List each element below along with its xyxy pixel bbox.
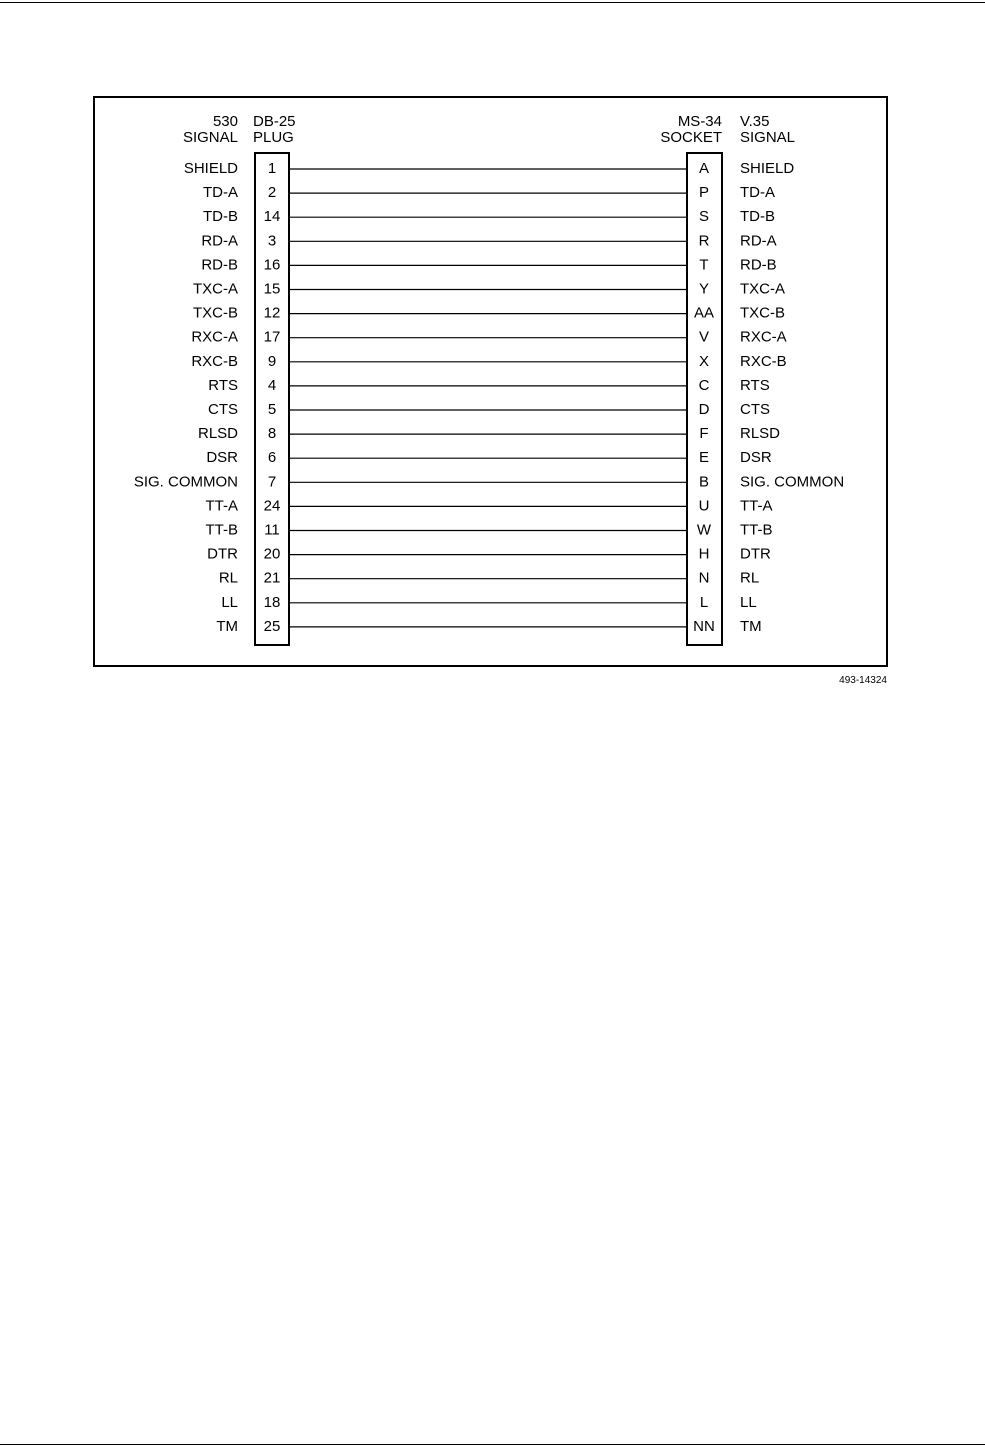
pinout-row	[134, 473, 844, 490]
right-signal-label: RXC-A	[740, 328, 787, 346]
left-signal-label: TD-B	[203, 208, 238, 226]
right-signal-label: TD-A	[740, 184, 775, 202]
plug-pin-number: 20	[263, 545, 281, 563]
right-signal-label: TXC-B	[740, 304, 785, 322]
pinout-row	[201, 232, 776, 249]
socket-pin-letter: N	[698, 569, 710, 587]
right-signal-label: SHIELD	[740, 159, 795, 177]
socket-pin-letter: H	[698, 545, 710, 563]
pinout-row	[191, 329, 786, 346]
right-signal-label: RD-B	[740, 256, 777, 274]
plug-pin-number: 21	[263, 569, 281, 587]
header-right-connector-line1: MS-34	[677, 113, 722, 130]
socket-pin-letter: X	[698, 352, 710, 370]
left-signal-label: TXC-A	[193, 280, 238, 298]
socket-pin-letter: V	[698, 328, 710, 346]
socket-pin-letter: L	[699, 593, 709, 611]
pinout-row	[193, 305, 785, 322]
plug-pin-number: 12	[263, 304, 281, 322]
socket-pin-letter: NN	[693, 617, 715, 635]
plug-pin-number: 6	[267, 449, 277, 467]
right-signal-label: RL	[740, 569, 760, 587]
plug-pin-number: 4	[267, 376, 277, 394]
plug-pin-number: 11	[264, 521, 280, 539]
right-signal-label: TD-B	[740, 208, 775, 226]
right-signal-label: RD-A	[740, 232, 777, 250]
pinout-row	[208, 401, 770, 418]
socket-pin-letter: AA	[693, 304, 715, 322]
pinout-row	[221, 594, 756, 611]
socket-pin-letter: R	[698, 232, 710, 250]
plug-pin-number: 17	[263, 328, 281, 346]
right-signal-label: LL	[740, 593, 757, 611]
socket-pin-letter: C	[698, 376, 710, 394]
plug-pin-number: 15	[263, 280, 281, 298]
left-signal-label: RLSD	[197, 425, 238, 443]
left-signal-label: SIG. COMMON	[133, 473, 238, 491]
left-signal-label: SHIELD	[183, 159, 238, 177]
socket-pin-letter: U	[698, 497, 710, 515]
figure-id: 493-14324	[839, 675, 887, 686]
header-right-signal-line2: SIGNAL	[740, 129, 796, 146]
left-signal-label: CTS	[208, 400, 238, 418]
plug-pin-number: 5	[267, 400, 277, 418]
pinout-row	[193, 280, 785, 297]
left-signal-label: TM	[216, 617, 238, 635]
socket-pin-letter: A	[698, 159, 710, 177]
plug-pin-number: 18	[263, 593, 281, 611]
right-signal-label: TT-A	[740, 497, 773, 515]
left-signal-label: RXC-B	[191, 352, 238, 370]
left-signal-label: TXC-B	[193, 304, 238, 322]
pinout-row	[219, 570, 759, 587]
left-signal-label: RD-A	[201, 232, 238, 250]
plug-pin-number: 25	[263, 617, 281, 635]
right-signal-label: DTR	[740, 545, 771, 563]
right-signal-label: RXC-B	[740, 352, 787, 370]
header-left-connector-line1: DB-25	[253, 113, 296, 130]
left-signal-label: LL	[221, 593, 238, 611]
left-signal-label: RL	[218, 569, 238, 587]
header-right-connector-line2: SOCKET	[660, 129, 722, 146]
right-signal-label: SIG. COMMON	[740, 473, 845, 491]
socket-pin-letter: S	[698, 208, 710, 226]
right-signal-label: DSR	[740, 449, 772, 467]
right-signal-label: TXC-A	[740, 280, 785, 298]
left-signal-label: RD-B	[201, 256, 238, 274]
socket-pin-letter: B	[698, 473, 710, 491]
socket-pin-letter: P	[698, 184, 710, 202]
left-signal-label: TT-A	[205, 497, 238, 515]
right-signal-label: CTS	[740, 400, 770, 418]
pinout-row	[198, 425, 780, 442]
header-left-signal-line1: 530	[212, 113, 238, 130]
right-signal-label: TM	[740, 617, 762, 635]
plug-pin-number: 2	[267, 184, 277, 202]
header-left-signal-line2: SIGNAL	[182, 129, 238, 146]
socket-pin-letter: Y	[698, 280, 710, 298]
left-signal-label: RTS	[208, 376, 238, 394]
page-bottom-rule	[0, 1444, 985, 1445]
plug-pin-number: 16	[263, 256, 281, 274]
left-signal-label: TT-B	[205, 521, 238, 539]
left-signal-label: TD-A	[203, 184, 238, 202]
right-signal-label: RLSD	[740, 425, 781, 443]
plug-pin-number: 3	[267, 232, 277, 250]
pinout-row	[201, 256, 776, 273]
plug-pin-number: 8	[267, 425, 277, 443]
pinout-row	[216, 618, 761, 635]
socket-pin-letter: F	[699, 425, 709, 443]
right-signal-label: RTS	[740, 376, 770, 394]
socket-pin-letter: T	[699, 256, 709, 274]
socket-pin-letter: E	[698, 449, 710, 467]
pinout-row	[184, 160, 795, 177]
left-signal-label: DTR	[207, 545, 238, 563]
plug-pin-number: 9	[267, 352, 277, 370]
left-signal-label: RXC-A	[191, 328, 238, 346]
header-left-connector-line2: PLUG	[253, 129, 294, 146]
plug-pin-number: 1	[267, 159, 277, 177]
right-signal-label: TT-B	[740, 521, 773, 539]
left-signal-label: DSR	[206, 449, 238, 467]
plug-pin-number: 14	[263, 208, 281, 226]
socket-pin-letter: D	[698, 400, 710, 418]
pinout-row	[191, 353, 786, 370]
pinout-row	[208, 377, 769, 394]
header-right-signal-line1: V.35	[740, 113, 770, 130]
plug-pin-number: 24	[263, 497, 281, 515]
plug-pin-number: 7	[267, 473, 277, 491]
socket-pin-letter: W	[696, 521, 712, 539]
